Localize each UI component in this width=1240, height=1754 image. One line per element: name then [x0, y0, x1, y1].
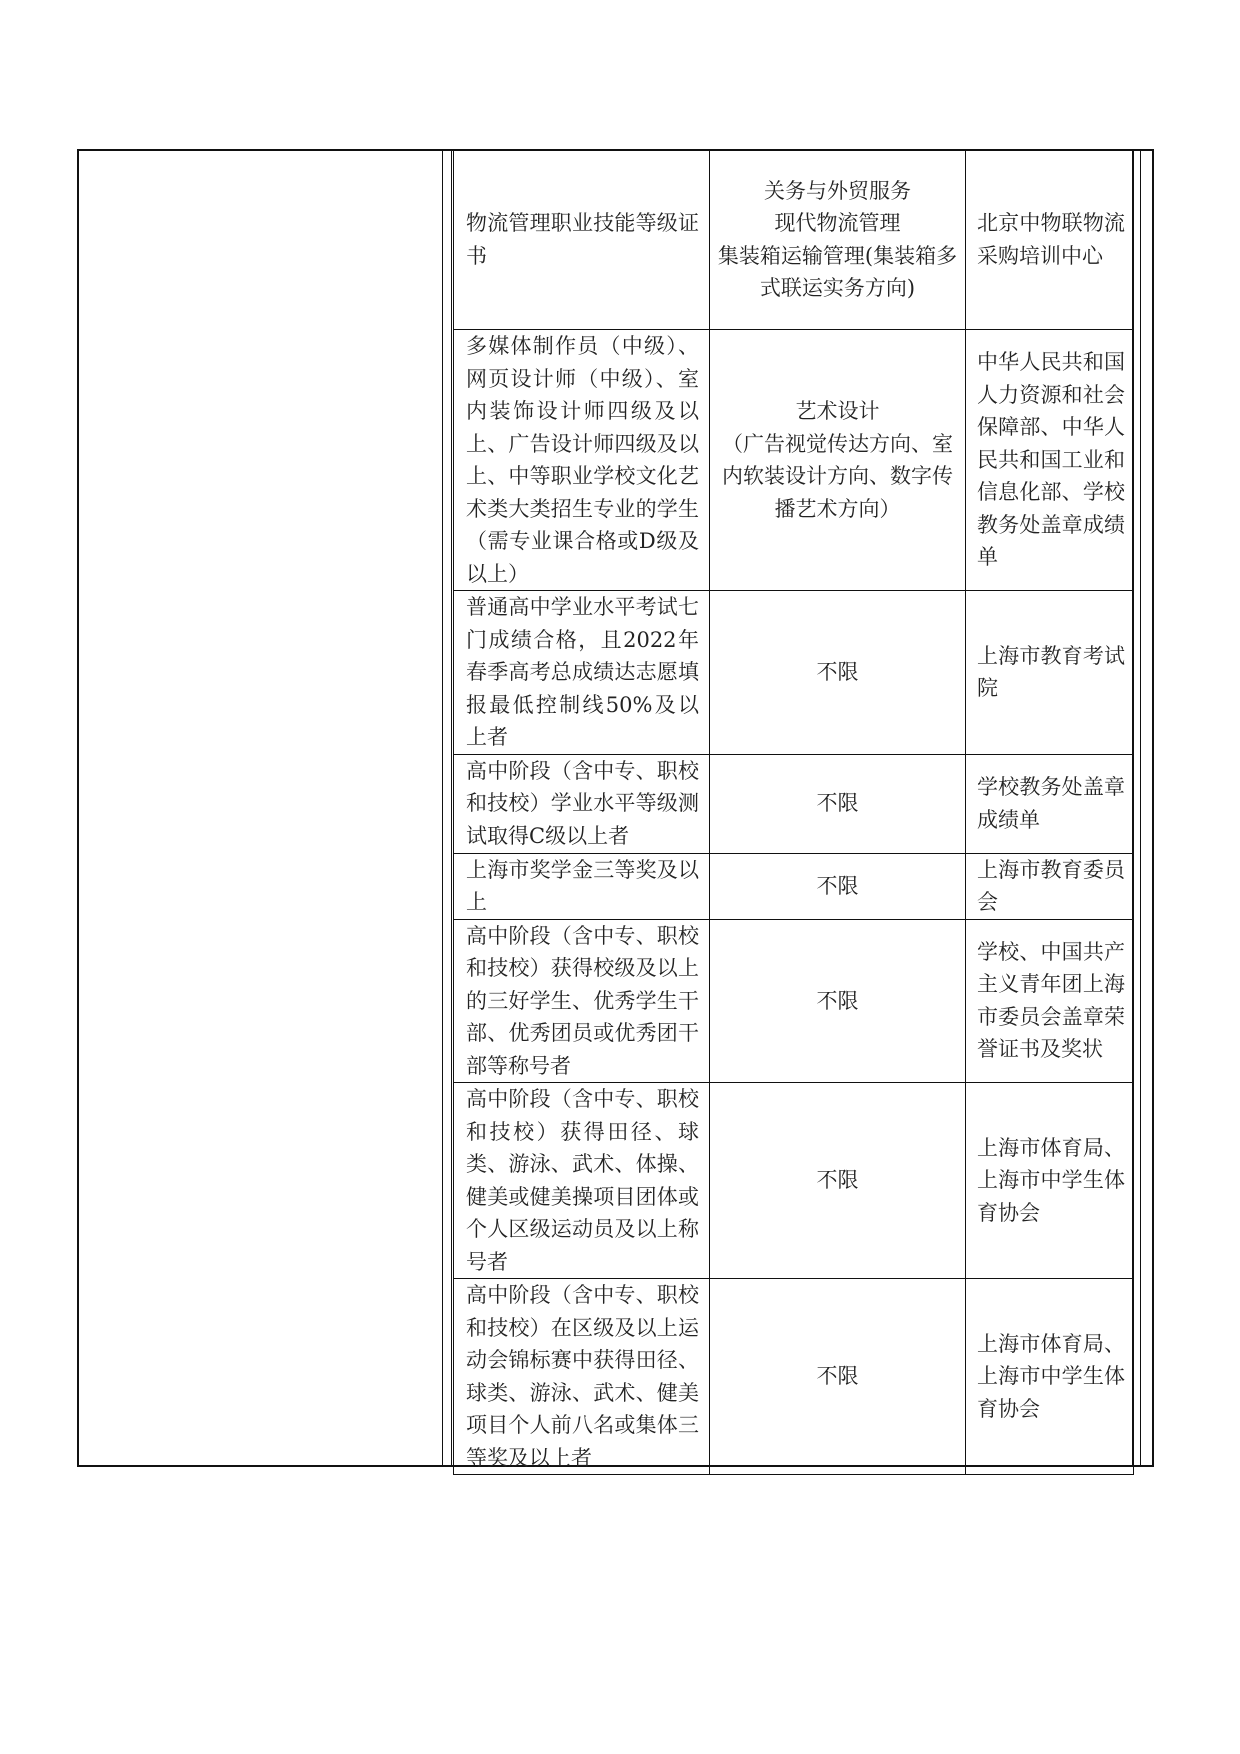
table-row — [454, 1083, 1134, 1279]
issuer-cell: 上海市教育委员会 — [966, 853, 1134, 919]
major-cell — [710, 330, 966, 591]
certificate-table — [453, 149, 1134, 1475]
issuer-cell: 学校教务处盖章成绩单 — [966, 754, 1134, 853]
major-cell: 不限 — [710, 591, 966, 755]
table-row — [454, 150, 1134, 330]
major-line: （广告视觉传达方向、室内软装设计方向、数字传播艺术方向） — [722, 431, 953, 521]
table-row — [454, 853, 1134, 919]
issuer-cell: 北京中物联物流采购培训中心 — [966, 150, 1134, 330]
major-cell: 不限 — [710, 1279, 966, 1475]
certificate-cell: 物流管理职业技能等级证书 — [454, 150, 710, 330]
major-line: 艺术设计 — [795, 399, 880, 423]
major-line: 现代物流管理 — [774, 211, 901, 235]
issuer-cell: 上海市体育局、上海市中学生体育协会 — [966, 1279, 1134, 1475]
table-row — [454, 1279, 1134, 1475]
certificate-cell: 高中阶段（含中专、职校和技校）学业水平等级测试取得C级以上者 — [454, 754, 710, 853]
certificate-cell: 高中阶段（含中专、职校和技校）在区级及以上运动会锦标赛中获得田径、球类、游泳、武术、健美项目个人前八名或集体三等奖及以上者 — [454, 1279, 710, 1475]
column-divider — [451, 149, 452, 1467]
certificate-cell: 上海市奖学金三等奖及以上 — [454, 853, 710, 919]
certificate-cell: 普通高中学业水平考试七门成绩合格，且2022年春季高考总成绩达志愿填报最低控制线50%及以上者 — [454, 591, 710, 755]
major-cell — [710, 150, 966, 330]
major-cell: 不限 — [710, 1083, 966, 1279]
issuer-cell: 上海市体育局、上海市中学生体育协会 — [966, 1083, 1134, 1279]
issuer-cell: 上海市教育考试院 — [966, 591, 1134, 755]
column-divider — [1140, 149, 1141, 1467]
issuer-cell: 中华人民共和国人力资源和社会保障部、中华人民共和国工业和信息化部、学校教务处盖章成绩单 — [966, 330, 1134, 591]
major-cell: 不限 — [710, 754, 966, 853]
table-row — [454, 919, 1134, 1083]
table-row — [454, 330, 1134, 591]
certificate-cell: 高中阶段（含中专、职校和技校）获得校级及以上的三好学生、优秀学生干部、优秀团员或优秀团干部等称号者 — [454, 919, 710, 1083]
certificate-cell: 高中阶段（含中专、职校和技校）获得田径、球类、游泳、武术、体操、健美或健美操项目团体或个人区级运动员及以上称号者 — [454, 1083, 710, 1279]
major-cell: 不限 — [710, 919, 966, 1083]
major-cell: 不限 — [710, 853, 966, 919]
issuer-cell: 学校、中国共产主义青年团上海市委员会盖章荣誉证书及奖状 — [966, 919, 1134, 1083]
major-line: 集装箱运输管理(集装箱多式联运实务方向) — [717, 243, 958, 300]
table-row — [454, 591, 1134, 755]
certificate-cell: 多媒体制作员（中级）、网页设计师（中级）、室内装饰设计师四级及以上、广告设计师四级及以上、中等职业学校文化艺术类大类招生专业的学生（需专业课合格或D级及以上） — [454, 330, 710, 591]
major-line: 关务与外贸服务 — [764, 178, 911, 203]
table-row — [454, 754, 1134, 853]
column-divider — [442, 149, 443, 1467]
